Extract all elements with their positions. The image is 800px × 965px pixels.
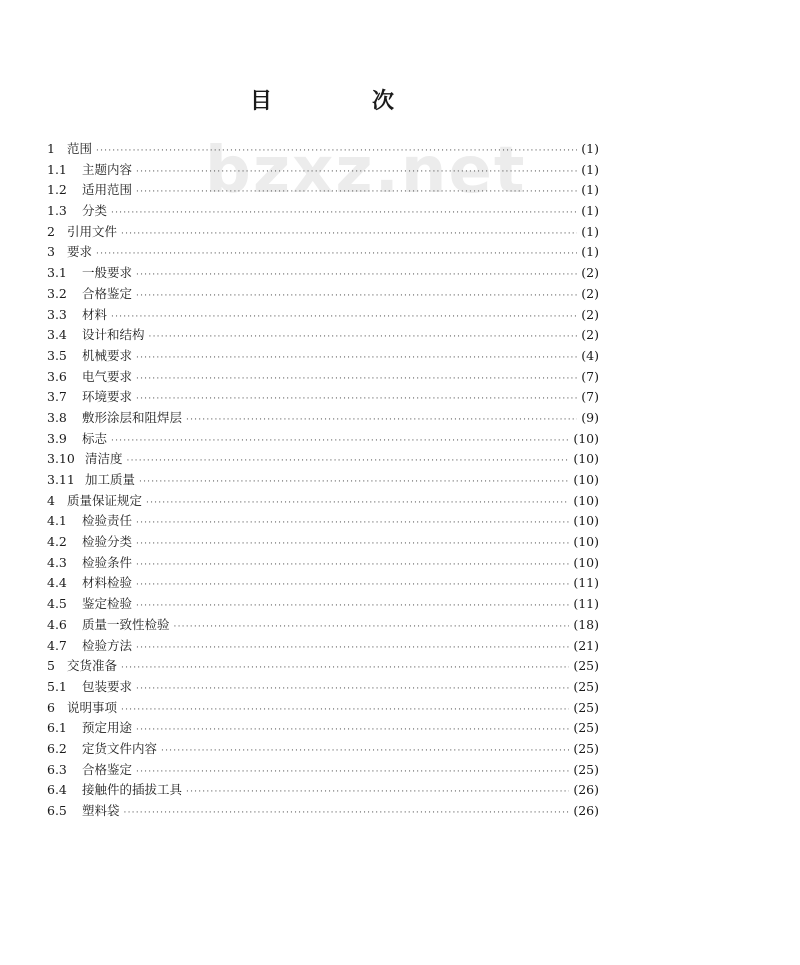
toc-entry-label: 接触件的插拔工具 bbox=[82, 782, 183, 798]
toc-entry-page: (9) bbox=[581, 409, 599, 425]
toc-entry[interactable] bbox=[47, 780, 599, 801]
toc-entry-number: 1.2 bbox=[47, 182, 67, 198]
toc-leader-dots bbox=[124, 808, 570, 818]
toc-entry-number: 6.3 bbox=[47, 761, 67, 777]
toc-leader-dots bbox=[136, 187, 577, 197]
toc-entry[interactable] bbox=[47, 408, 599, 429]
toc-entry[interactable] bbox=[47, 449, 599, 470]
toc-entry-page: (25) bbox=[573, 699, 599, 715]
toc-entry-number: 4 bbox=[47, 492, 55, 508]
toc-entry-page: (26) bbox=[573, 782, 599, 798]
toc-entry-number: 1.1 bbox=[47, 161, 67, 177]
toc-entry-label: 包装要求 bbox=[82, 678, 133, 694]
toc-entry[interactable] bbox=[47, 139, 599, 160]
toc-entry-number: 3.1 bbox=[47, 265, 67, 281]
toc-leader-dots bbox=[96, 146, 577, 156]
toc-entry-number: 3.4 bbox=[47, 327, 67, 343]
toc-entry-page: (1) bbox=[581, 141, 599, 156]
toc-entry-label: 敷形涂层和阻焊层 bbox=[82, 409, 183, 425]
toc-entry-page: (10) bbox=[573, 472, 599, 487]
toc-entry[interactable] bbox=[47, 387, 599, 408]
toc-leader-dots bbox=[136, 270, 577, 280]
toc-entry-number: 3.11 bbox=[47, 472, 75, 487]
toc-entry[interactable] bbox=[47, 201, 599, 222]
toc-entry-label: 材料检验 bbox=[82, 575, 133, 591]
toc-leader-dots bbox=[136, 725, 569, 735]
toc-entry-label: 检验方法 bbox=[82, 637, 133, 653]
toc-entry-page: (18) bbox=[573, 616, 599, 632]
toc-entry-number: 4.5 bbox=[47, 596, 67, 612]
toc-entry-number: 4.4 bbox=[47, 575, 67, 591]
toc-entry-label: 鉴定检验 bbox=[82, 596, 133, 612]
toc-entry-number: 3.5 bbox=[47, 347, 67, 363]
toc-entry-page: (1) bbox=[581, 223, 599, 239]
toc-entry-label: 适用范围 bbox=[82, 182, 133, 198]
toc-entry[interactable] bbox=[47, 511, 599, 532]
toc-leader-dots bbox=[136, 539, 569, 549]
toc-leader-dots bbox=[136, 560, 569, 570]
table-of-contents bbox=[47, 139, 599, 822]
toc-entry-number: 4.6 bbox=[47, 616, 67, 632]
toc-entry-number: 3.10 bbox=[47, 451, 75, 467]
toc-entry-page: (10) bbox=[573, 554, 599, 570]
toc-entry[interactable] bbox=[47, 367, 599, 388]
toc-entry-page: (26) bbox=[573, 803, 599, 818]
toc-entry-label: 预定用途 bbox=[82, 720, 133, 736]
toc-leader-dots bbox=[136, 767, 569, 777]
toc-leader-dots bbox=[121, 663, 569, 673]
toc-entry[interactable] bbox=[47, 573, 599, 594]
page-title bbox=[0, 84, 800, 112]
toc-entry-label: 电气要求 bbox=[82, 368, 133, 384]
toc-entry-number: 3.7 bbox=[47, 389, 67, 405]
toc-entry-page: (11) bbox=[573, 596, 599, 612]
toc-entry[interactable] bbox=[47, 160, 599, 181]
toc-leader-dots bbox=[136, 353, 577, 363]
toc-leader-dots bbox=[136, 684, 569, 694]
toc-entry-page: (10) bbox=[573, 513, 599, 529]
toc-entry-page: (2) bbox=[581, 285, 599, 301]
toc-entry[interactable] bbox=[47, 677, 599, 698]
toc-leader-dots bbox=[136, 580, 569, 590]
toc-leader-dots bbox=[96, 249, 577, 259]
toc-entry-label: 清洁度 bbox=[85, 451, 123, 467]
toc-entry[interactable] bbox=[47, 242, 599, 263]
toc-leader-dots bbox=[139, 477, 569, 487]
toc-entry-page: (4) bbox=[581, 347, 599, 363]
toc-entry[interactable] bbox=[47, 532, 599, 553]
toc-entry[interactable] bbox=[47, 801, 599, 822]
toc-entry-label: 设计和结构 bbox=[82, 327, 145, 343]
toc-entry-number: 6 bbox=[47, 699, 55, 715]
toc-entry[interactable] bbox=[47, 180, 599, 201]
toc-entry-page: (11) bbox=[573, 575, 599, 591]
toc-entry-number: 3.2 bbox=[47, 285, 67, 301]
toc-entry-page: (1) bbox=[581, 161, 599, 177]
toc-entry-page: (10) bbox=[573, 451, 599, 467]
toc-entry[interactable] bbox=[47, 305, 599, 326]
toc-entry-label: 检验条件 bbox=[82, 554, 133, 570]
toc-entry-number: 6.4 bbox=[47, 782, 67, 798]
toc-entry-label: 主题内容 bbox=[82, 161, 133, 177]
toc-entry-number: 4.2 bbox=[47, 534, 67, 550]
toc-entry-page: (7) bbox=[581, 389, 599, 405]
toc-entry-page: (1) bbox=[581, 203, 599, 219]
toc-leader-dots bbox=[136, 291, 577, 301]
toc-leader-dots bbox=[146, 498, 569, 508]
toc-entry-label: 要求 bbox=[67, 244, 93, 260]
toc-entry[interactable] bbox=[47, 636, 599, 657]
toc-entry-page: (7) bbox=[581, 368, 599, 384]
toc-entry-number: 3 bbox=[47, 244, 55, 260]
toc-leader-dots bbox=[186, 415, 577, 425]
toc-entry[interactable] bbox=[47, 739, 599, 760]
toc-entry-label: 交货准备 bbox=[67, 658, 118, 674]
toc-entry-number: 5.1 bbox=[47, 678, 67, 694]
toc-leader-dots bbox=[136, 374, 577, 384]
toc-entry-number: 3.8 bbox=[47, 409, 67, 425]
toc-entry[interactable] bbox=[47, 325, 599, 346]
toc-leader-dots bbox=[121, 705, 569, 715]
toc-entry-label: 合格鉴定 bbox=[82, 285, 133, 301]
toc-entry-label: 质量保证规定 bbox=[67, 492, 143, 508]
toc-entry[interactable] bbox=[47, 760, 599, 781]
toc-entry-number: 3.3 bbox=[47, 306, 67, 322]
toc-leader-dots bbox=[136, 518, 569, 528]
watermark: bzxz.net bbox=[205, 134, 527, 208]
toc-entry[interactable] bbox=[47, 222, 599, 243]
toc-entry[interactable] bbox=[47, 594, 599, 615]
toc-entry-number: 6.2 bbox=[47, 740, 67, 756]
toc-entry-number: 1 bbox=[47, 141, 55, 156]
toc-entry-number: 6.1 bbox=[47, 720, 67, 736]
toc-entry-label: 一般要求 bbox=[82, 265, 133, 281]
toc-entry-page: (21) bbox=[573, 637, 599, 653]
toc-entry[interactable] bbox=[47, 429, 599, 450]
toc-entry[interactable] bbox=[47, 718, 599, 739]
toc-entry-number: 6.5 bbox=[47, 803, 67, 818]
toc-leader-dots bbox=[136, 394, 577, 404]
toc-entry-label: 说明事项 bbox=[67, 699, 118, 715]
toc-leader-dots bbox=[121, 229, 577, 239]
toc-entry-label: 检验分类 bbox=[82, 534, 133, 550]
toc-entry-number: 3.9 bbox=[47, 430, 67, 446]
toc-entry[interactable] bbox=[47, 553, 599, 574]
toc-entry-number: 1.3 bbox=[47, 203, 67, 219]
toc-entry-page: (2) bbox=[581, 306, 599, 322]
toc-entry-page: (1) bbox=[581, 244, 599, 260]
toc-entry-number: 5 bbox=[47, 658, 55, 674]
toc-entry-label: 标志 bbox=[82, 430, 108, 446]
toc-entry-label: 范围 bbox=[67, 141, 93, 156]
toc-leader-dots bbox=[161, 746, 569, 756]
toc-entry[interactable] bbox=[47, 470, 599, 491]
toc-leader-dots bbox=[186, 787, 569, 797]
toc-entry-page: (2) bbox=[581, 327, 599, 343]
toc-entry[interactable] bbox=[47, 656, 599, 677]
toc-leader-dots bbox=[136, 601, 569, 611]
toc-entry-page: (10) bbox=[573, 492, 599, 508]
toc-entry-label: 检验责任 bbox=[82, 513, 133, 529]
toc-entry-page: (25) bbox=[573, 678, 599, 694]
toc-leader-dots bbox=[174, 622, 570, 632]
toc-entry[interactable] bbox=[47, 263, 599, 284]
toc-leader-dots bbox=[136, 167, 577, 177]
toc-leader-dots bbox=[149, 332, 578, 342]
toc-entry-label: 质量一致性检验 bbox=[82, 616, 170, 632]
toc-entry-page: (1) bbox=[581, 182, 599, 198]
toc-entry-label: 加工质量 bbox=[85, 472, 136, 487]
toc-entry-label: 机械要求 bbox=[82, 347, 133, 363]
toc-entry-label: 材料 bbox=[82, 306, 108, 322]
toc-entry-number: 4.7 bbox=[47, 637, 67, 653]
toc-entry-label: 定货文件内容 bbox=[82, 740, 158, 756]
toc-entry[interactable] bbox=[47, 346, 599, 367]
toc-entry-number: 2 bbox=[47, 223, 55, 239]
toc-leader-dots bbox=[127, 456, 570, 466]
toc-entry-label: 合格鉴定 bbox=[82, 761, 133, 777]
toc-entry-label: 引用文件 bbox=[67, 223, 118, 239]
toc-entry-page: (10) bbox=[573, 534, 599, 550]
toc-leader-dots bbox=[111, 312, 577, 322]
toc-leader-dots bbox=[111, 436, 569, 446]
toc-entry-page: (10) bbox=[573, 430, 599, 446]
toc-leader-dots bbox=[111, 208, 577, 218]
toc-entry[interactable] bbox=[47, 491, 599, 512]
toc-leader-dots bbox=[136, 643, 569, 653]
toc-entry-label: 分类 bbox=[82, 203, 108, 219]
toc-entry-number: 4.3 bbox=[47, 554, 67, 570]
toc-entry-page: (25) bbox=[573, 720, 599, 736]
title-char-left: 目 bbox=[250, 88, 273, 114]
toc-entry[interactable] bbox=[47, 615, 599, 636]
toc-entry-number: 3.6 bbox=[47, 368, 67, 384]
toc-entry[interactable] bbox=[47, 698, 599, 719]
title-char-right: 次 bbox=[372, 88, 395, 114]
toc-entry-number: 4.1 bbox=[47, 513, 67, 529]
toc-entry-label: 塑料袋 bbox=[82, 803, 120, 818]
toc-entry-label: 环境要求 bbox=[82, 389, 133, 405]
toc-entry[interactable] bbox=[47, 284, 599, 305]
toc-entry-page: (2) bbox=[581, 265, 599, 281]
toc-entry-page: (25) bbox=[573, 740, 599, 756]
toc-entry-page: (25) bbox=[573, 761, 599, 777]
toc-entry-page: (25) bbox=[573, 658, 599, 674]
